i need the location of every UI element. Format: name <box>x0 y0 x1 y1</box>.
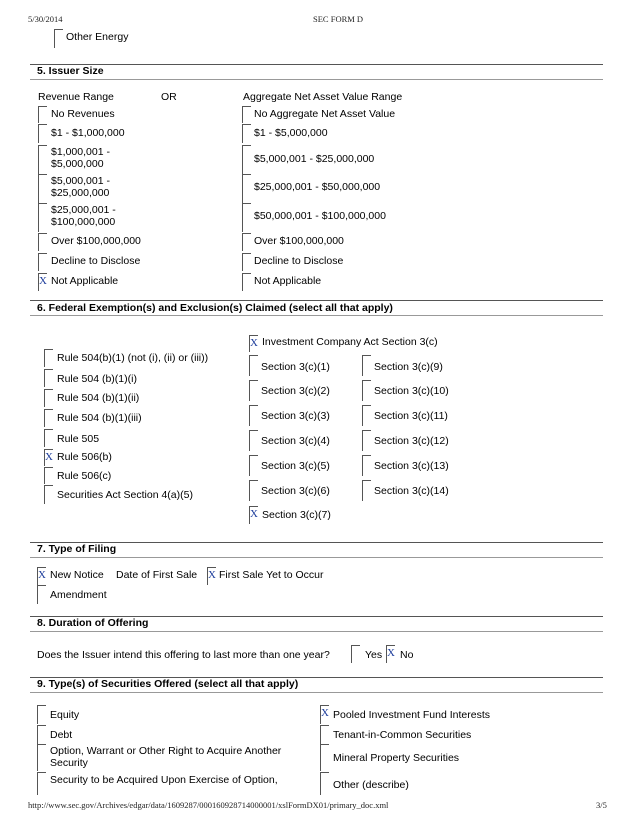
nav-option: Decline to Disclose <box>254 255 344 267</box>
rule-option: Rule 504 (b)(1)(ii) <box>57 392 140 404</box>
checkbox-security-type[interactable] <box>37 772 46 795</box>
checkbox-nav[interactable] <box>242 233 251 251</box>
revenue-option: $1,000,001 - $5,000,000 <box>51 146 110 170</box>
nav-option: $50,000,001 - $100,000,000 <box>254 210 386 222</box>
checkbox-nav[interactable] <box>242 174 251 203</box>
revenue-option: $1 - $1,000,000 <box>51 127 125 139</box>
rule-option: Rule 504 (b)(1)(iii) <box>57 412 142 424</box>
checkbox-rule[interactable] <box>44 409 53 427</box>
checkbox-revenue[interactable] <box>38 124 47 143</box>
section-3c-option: Section 3(c)(14) <box>374 485 449 497</box>
checkbox-revenue[interactable] <box>38 174 47 203</box>
section-3c-option: Section 3(c)(4) <box>261 435 330 447</box>
section-3c-option: Section 3(c)(13) <box>374 460 449 472</box>
section-3c-option: Section 3(c)(5) <box>261 460 330 472</box>
revenue-option: $5,000,001 - $25,000,000 <box>51 175 110 199</box>
security-type-option: Security to be Acquired Upon Exercise of Option, <box>50 774 278 786</box>
checkbox-yes[interactable] <box>351 645 360 663</box>
checkbox-new-notice[interactable]: X <box>37 567 46 585</box>
rule-option: Rule 504 (b)(1)(i) <box>57 373 137 385</box>
section-5-title: 5. Issuer Size <box>37 65 104 77</box>
rule-option: Rule 506(b) <box>57 451 112 463</box>
checkbox-3c[interactable] <box>249 355 258 376</box>
checkbox-other-energy[interactable] <box>54 29 63 48</box>
checkbox-3c[interactable] <box>362 355 371 376</box>
revenue-option: No Revenues <box>51 108 115 120</box>
security-type-option: Other (describe) <box>333 779 409 791</box>
checkbox-3c[interactable] <box>362 455 371 476</box>
section-3c-option: Section 3(c)(9) <box>374 361 443 373</box>
section-3c-option: Section 3(c)(7) <box>262 509 331 521</box>
ica-3c-label: Investment Company Act Section 3(c) <box>262 336 438 348</box>
nav-option: $25,000,001 - $50,000,000 <box>254 181 381 193</box>
checkbox-rule[interactable] <box>44 389 53 407</box>
checkbox-first-sale-yet[interactable]: X <box>207 567 216 585</box>
checkbox-rule[interactable] <box>44 429 53 447</box>
section-3c-option: Section 3(c)(11) <box>374 410 448 422</box>
checkbox-3c[interactable]: X <box>249 506 258 524</box>
checkbox-nav[interactable] <box>242 124 251 143</box>
checkbox-3c[interactable] <box>249 455 258 476</box>
nav-option: Over $100,000,000 <box>254 235 344 247</box>
nav-option: No Aggregate Net Asset Value <box>254 108 396 120</box>
section-8-title: 8. Duration of Offering <box>37 617 149 629</box>
checkbox-amendment[interactable] <box>37 585 46 604</box>
checkbox-3c[interactable] <box>249 480 258 501</box>
checkbox-security-type[interactable] <box>37 744 46 771</box>
checkbox-3c[interactable] <box>362 430 371 451</box>
checkbox-nav[interactable] <box>242 253 251 271</box>
checkbox-revenue[interactable] <box>38 106 47 123</box>
section-3c-option: Section 3(c)(12) <box>374 435 449 447</box>
checkbox-nav[interactable] <box>242 203 251 232</box>
section-3c-option: Section 3(c)(3) <box>261 410 330 422</box>
section-3c-option: Section 3(c)(6) <box>261 485 330 497</box>
section-3c-option: Section 3(c)(1) <box>261 361 330 373</box>
print-date: 5/30/2014 <box>28 14 63 24</box>
checkbox-revenue[interactable] <box>38 233 47 251</box>
section-3c-option: Section 3(c)(2) <box>261 385 330 397</box>
checkbox-3c[interactable] <box>249 380 258 401</box>
security-type-option: Tenant-in-Common Securities <box>333 729 472 741</box>
checkbox-security-type[interactable] <box>37 705 46 724</box>
yes-label: Yes <box>365 649 383 661</box>
other-energy-label: Other Energy <box>66 31 129 43</box>
nav-option: Not Applicable <box>254 275 322 287</box>
revenue-option: $25,000,001 - $100,000,000 <box>51 204 116 228</box>
checkbox-3c[interactable] <box>362 480 371 501</box>
rule-option: Securities Act Section 4(a)(5) <box>57 489 193 501</box>
section-5-bar <box>30 64 603 80</box>
checkbox-3c[interactable] <box>249 430 258 451</box>
checkbox-revenue[interactable] <box>38 253 47 271</box>
checkbox-revenue[interactable] <box>38 203 47 232</box>
section-6-title: 6. Federal Exemption(s) and Exclusion(s) Claimed (select all that apply) <box>37 302 393 314</box>
security-type-option: Pooled Investment Fund Interests <box>333 709 491 721</box>
revenue-option: Decline to Disclose <box>51 255 141 267</box>
section-3c-option: Section 3(c)(10) <box>374 385 449 397</box>
security-type-option: Option, Warrant or Other Right to Acquire Another Security <box>50 745 282 769</box>
rule-option: Rule 506(c) <box>57 470 112 482</box>
nav-range-heading: Aggregate Net Asset Value Range <box>243 91 403 103</box>
checkbox-security-type[interactable]: X <box>320 705 329 724</box>
section-7-title: 7. Type of Filing <box>37 543 117 555</box>
nav-option: $1 - $5,000,000 <box>254 127 328 139</box>
first-sale-yet-label: First Sale Yet to Occur <box>219 569 324 581</box>
rule-option: Rule 505 <box>57 433 100 445</box>
nav-option: $5,000,001 - $25,000,000 <box>254 153 375 165</box>
revenue-option: Not Applicable <box>51 275 119 287</box>
checkbox-security-type[interactable] <box>320 725 329 744</box>
checkbox-nav[interactable] <box>242 273 251 291</box>
rule-option: Rule 504(b)(1) (not (i), (ii) or (iii)) <box>57 352 209 364</box>
checkbox-no[interactable]: X <box>386 645 395 663</box>
duration-question: Does the Issuer intend this offering to last more than one year? <box>37 649 330 661</box>
or-label: OR <box>161 91 177 103</box>
new-notice-label: New Notice <box>50 569 104 581</box>
checkbox-3c[interactable] <box>362 380 371 401</box>
revenue-range-heading: Revenue Range <box>38 91 114 103</box>
date-first-sale-label: Date of First Sale <box>116 569 198 581</box>
checkbox-security-type[interactable] <box>37 725 46 744</box>
checkbox-3c[interactable] <box>249 405 258 426</box>
no-label: No <box>400 649 414 661</box>
security-type-option: Mineral Property Securities <box>333 752 460 764</box>
checkbox-rule[interactable] <box>44 485 53 504</box>
checkbox-rule[interactable] <box>44 467 53 484</box>
checkbox-security-type[interactable] <box>320 772 329 795</box>
checkbox-nav[interactable] <box>242 106 251 123</box>
checkbox-rule[interactable] <box>44 369 53 387</box>
security-type-option: Debt <box>50 729 73 741</box>
amendment-label: Amendment <box>50 589 107 601</box>
checkbox-rule[interactable]: X <box>44 449 53 466</box>
checkbox-revenue[interactable]: X <box>38 273 47 291</box>
security-type-option: Equity <box>50 709 80 721</box>
section-9-title: 9. Type(s) of Securities Offered (select all that apply) <box>37 678 299 690</box>
checkbox-rule[interactable] <box>44 349 53 367</box>
checkbox-ica-3c[interactable]: X <box>249 335 258 352</box>
checkbox-3c[interactable] <box>362 405 371 426</box>
page-url: http://www.sec.gov/Archives/edgar/data/1609287/000160928714000001/xslFormDX01/primary_doc.xml <box>28 800 389 810</box>
checkbox-nav[interactable] <box>242 145 251 174</box>
page-number: 3/5 <box>596 800 607 810</box>
revenue-option: Over $100,000,000 <box>51 235 141 247</box>
checkbox-revenue[interactable] <box>38 145 47 174</box>
print-title: SEC FORM D <box>313 14 364 24</box>
checkbox-security-type[interactable] <box>320 744 329 771</box>
